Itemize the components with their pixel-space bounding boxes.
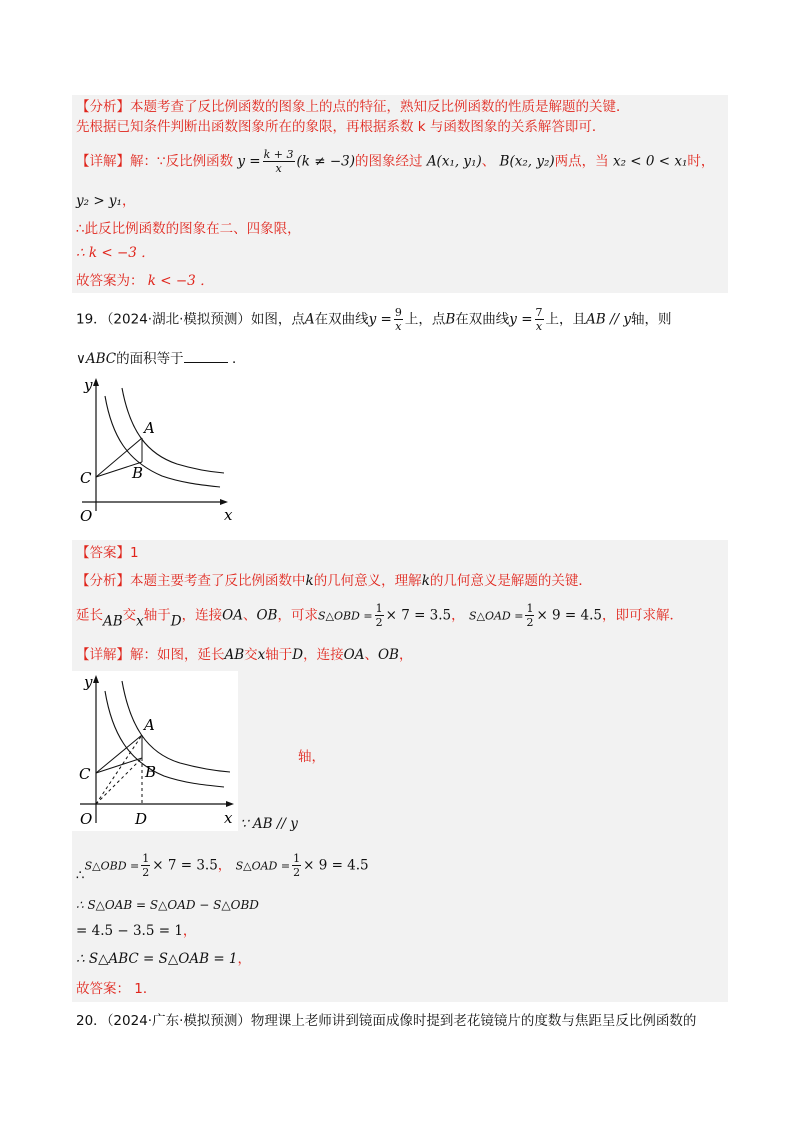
label-B: B <box>145 763 157 781</box>
question-19-line-2: ∨ABC的面积等于 ． <box>76 351 246 367</box>
detail-line-3: ∴此反比例函数的图象在二、四象限， <box>76 221 301 237</box>
detail-19-calc-1: ∴S△OBD = $\frac{1}{2}$ × 7 = 3.5， S△OAD = $\frac{1}{2}$ × 9 = 4.5 <box>76 852 369 884</box>
y-axis-arrow <box>93 675 99 683</box>
x-axis-arrow <box>220 499 228 505</box>
label-O: O <box>80 507 93 525</box>
label-B: B <box>132 464 144 482</box>
axis-word: 轴， <box>298 749 325 765</box>
question-19-line-1: 19．（2024·湖北·模拟预测）如图，点A在双曲线y = $\frac{9}{x}$ 上，点B在双曲线y = $\frac{7}{x}$ 上，且AB // y轴，则 <box>76 306 672 333</box>
analysis-line-2: 先根据已知条件判断出函数图象所在的象限，再根据系数 k 与函数图象的关系解答即可． <box>76 119 606 135</box>
fraction-k-plus-3-over-x: $\frac{k + 3}{x}$ <box>263 148 294 175</box>
x-axis-arrow <box>226 801 234 807</box>
segment-CA <box>96 735 142 773</box>
label-y: y <box>84 673 93 691</box>
label-D: D <box>135 810 148 828</box>
fraction-one-half-a: $\frac{1}{2}$ <box>375 602 383 629</box>
figure-hyperbolas-2 <box>72 671 238 831</box>
label-O: O <box>80 810 93 828</box>
y-axis-arrow <box>93 378 99 386</box>
detail-19-calc-4: ∴ S△ABC = S△OAB = 1， <box>76 951 252 967</box>
detail-19-answer: 故答案： 1． <box>76 981 157 997</box>
question-20-line-1: 20．（2024·广东·模拟预测）物理课上老师讲到镜面成像时提到老花镜镜片的度数与焦距呈反比例函数的 <box>76 1013 697 1029</box>
fraction-one-half-c: $\frac{1}{2}$ <box>142 852 150 879</box>
label-y: y <box>84 376 93 394</box>
analysis-19-line: 【分析】本题主要考查了反比例函数中k的几何意义，理解k的几何意义是解题的关键． <box>76 573 592 589</box>
detail-line-2: y₂ > y₁， <box>76 193 136 209</box>
hyperbola-outer <box>122 388 224 473</box>
hyperbola-inner <box>105 396 220 487</box>
label-C: C <box>79 765 91 783</box>
label-C: C <box>80 469 92 487</box>
label-A: A <box>144 716 155 734</box>
detail-19-line-1: 【详解】解：如图，延长AB交x轴于D，连接OA、OB， <box>76 647 413 663</box>
fraction-one-half-b: $\frac{1}{2}$ <box>526 602 534 629</box>
answer-blank[interactable] <box>184 350 228 363</box>
label-A: A <box>144 419 155 437</box>
answer-19-line: 【答案】1 <box>76 545 139 561</box>
detail-19-calc-2: ∴ S△OAB = S△OAD − S△OBD <box>76 898 259 912</box>
label-x: x <box>224 506 233 524</box>
segment-OA-dashed <box>96 735 142 804</box>
segment-OB-dashed <box>96 758 142 804</box>
hyperbola-outer <box>122 681 230 772</box>
fraction-7-over-x: $\frac{7}{x}$ <box>535 306 543 333</box>
detail-line-4: ∴ k < −3 ． <box>76 245 155 261</box>
analysis-19-line-2: 延长AB交x轴于D，连接OA、OB，可求S△OBD = $\frac{1}{2}$ × 7 = 3.5， S△OAD = $\frac{1}{2}$ × 9 = 4.5，即可求解． <box>76 602 684 630</box>
hyperbola-inner <box>105 691 224 787</box>
fraction-one-half-d: $\frac{1}{2}$ <box>293 852 301 879</box>
figure-hyperbolas-1 <box>72 376 242 528</box>
detail-line-5: 故答案为： k < −3 ． <box>76 273 214 289</box>
fraction-9-over-x: $\frac{9}{x}$ <box>394 306 402 333</box>
because-line: ∵ AB // y <box>240 816 298 832</box>
analysis-line-1: 【分析】本题考查了反比例函数的图象上的点的特征，熟知反比例函数的性质是解题的关键． <box>76 99 630 115</box>
detail-line-1: 【详解】解：∵反比例函数 y = $\frac{k + 3}{x}$ (k ≠ −3)的图象经过 A(x₁, y₁)、 B(x₂, y₂)两点，当 x₂ < 0 < x₁时， <box>76 148 715 175</box>
label-x: x <box>224 809 233 827</box>
detail-19-calc-3: = 4.5 − 3.5 = 1， <box>76 923 197 939</box>
